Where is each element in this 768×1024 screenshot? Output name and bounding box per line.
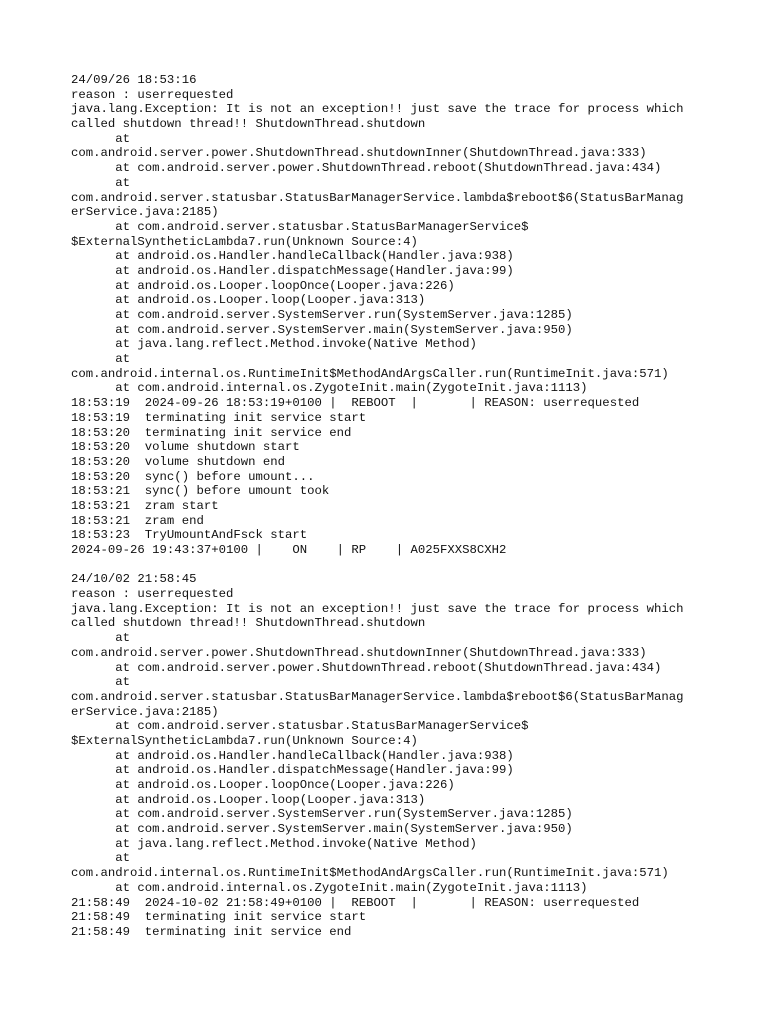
log-line: com.android.server.statusbar.StatusBarManagerService.lambda$reboot$6(StatusBarManag (71, 689, 684, 704)
log-line: 18:53:20 volume shutdown start (71, 440, 300, 455)
log-line: at com.android.server.SystemServer.main(SystemServer.java:950) (71, 822, 573, 837)
log-line: at (71, 175, 131, 190)
log-document (71, 73, 731, 940)
log-line: 21:58:49 terminating init service start (71, 910, 367, 925)
log-line: 18:53:20 sync() before umount... (71, 469, 315, 484)
log-line: at com.android.server.SystemServer.run(SystemServer.java:1285) (71, 308, 573, 322)
log-line: at (71, 851, 131, 866)
log-line: reason : userrequested (71, 87, 234, 102)
log-line: at com.android.server.power.ShutdownThread.reboot(ShutdownThread.java:434) (71, 161, 662, 176)
log-line: java.lang.Exception: It is not an exception!! just save the trace for process which (71, 102, 684, 117)
log-line: com.android.internal.os.RuntimeInit$MethodAndArgsCaller.run(RuntimeInit.java:571) (71, 866, 669, 881)
log-entry (71, 73, 731, 558)
log-line: at com.android.server.statusbar.StatusBarManagerService$ (71, 219, 529, 234)
log-line: at android.os.Handler.handleCallback(Handler.java:938) (71, 249, 514, 264)
log-line: 18:53:21 zram end (71, 513, 204, 528)
log-line: at (71, 675, 131, 690)
log-line: at java.lang.reflect.Method.invoke(Native Method) (71, 337, 477, 352)
log-line: 24/10/02 21:58:45 (71, 572, 197, 587)
log-line: erService.java:2185) (71, 704, 219, 719)
log-line: 18:53:19 terminating init service start (71, 410, 367, 425)
log-line: reason : userrequested (71, 587, 234, 602)
log-line: 18:53:20 terminating init service end (71, 425, 352, 440)
log-line: $ExternalSyntheticLambda7.run(Unknown Source:4) (71, 733, 418, 748)
log-line: at com.android.server.SystemServer.main(SystemServer.java:950) (71, 322, 573, 337)
log-line: com.android.server.power.ShutdownThread.shutdownInner(ShutdownThread.java:333) (71, 645, 647, 660)
log-line: at com.android.server.statusbar.StatusBarManagerService$ (71, 719, 529, 734)
log-line: 18:53:21 sync() before umount took (71, 484, 330, 499)
log-line: com.android.server.statusbar.StatusBarManagerService.lambda$reboot$6(StatusBarManag (71, 190, 684, 205)
log-entry (71, 572, 731, 939)
log-line: 24/09/26 18:53:16 (71, 73, 197, 87)
log-line: 18:53:23 TryUmountAndFsck start (71, 528, 308, 543)
log-line: at com.android.internal.os.ZygoteInit.main(ZygoteInit.java:1113) (71, 880, 588, 895)
log-line: erService.java:2185) (71, 205, 219, 220)
log-line: at android.os.Looper.loopOnce(Looper.java:226) (71, 778, 455, 792)
log-line: at (71, 352, 131, 367)
log-line: java.lang.Exception: It is not an exception!! just save the trace for process which (71, 601, 684, 616)
log-line: at java.lang.reflect.Method.invoke(Native Method) (71, 836, 477, 851)
log-line: called shutdown thread!! ShutdownThread.shutdown (71, 616, 426, 631)
log-line: at android.os.Handler.handleCallback(Handler.java:938) (71, 748, 514, 763)
log-line: 18:53:20 volume shutdown end (71, 454, 286, 469)
log-line: at android.os.Looper.loop(Looper.java:313) (71, 792, 426, 807)
log-line: at android.os.Handler.dispatchMessage(Handler.java:99) (71, 263, 514, 278)
log-line: at (71, 631, 131, 646)
log-line: 2024-09-26 19:43:37+0100 | ON | RP | A025FXXS8CXH2 (71, 543, 507, 557)
log-line: 21:58:49 terminating init service end (71, 924, 352, 939)
log-line: 18:53:21 zram start (71, 498, 219, 513)
log-line: at com.android.server.power.ShutdownThread.reboot(ShutdownThread.java:434) (71, 660, 662, 675)
log-line: com.android.internal.os.RuntimeInit$MethodAndArgsCaller.run(RuntimeInit.java:571) (71, 366, 669, 381)
log-line: 21:58:49 2024-10-02 21:58:49+0100 | REBOOT | | REASON: userrequested (71, 895, 640, 910)
log-line: at com.android.internal.os.ZygoteInit.main(ZygoteInit.java:1113) (71, 381, 588, 396)
log-line: called shutdown thread!! ShutdownThread.shutdown (71, 117, 426, 132)
log-line: at android.os.Looper.loop(Looper.java:313) (71, 293, 426, 308)
log-line: at android.os.Handler.dispatchMessage(Handler.java:99) (71, 763, 514, 778)
log-line: 18:53:19 2024-09-26 18:53:19+0100 | REBOOT | | REASON: userrequested (71, 396, 640, 411)
log-line: at android.os.Looper.loopOnce(Looper.java:226) (71, 278, 455, 293)
log-line: com.android.server.power.ShutdownThread.shutdownInner(ShutdownThread.java:333) (71, 146, 647, 161)
log-line: $ExternalSyntheticLambda7.run(Unknown Source:4) (71, 234, 418, 249)
log-line: at (71, 131, 131, 146)
log-line: at com.android.server.SystemServer.run(SystemServer.java:1285) (71, 807, 573, 822)
